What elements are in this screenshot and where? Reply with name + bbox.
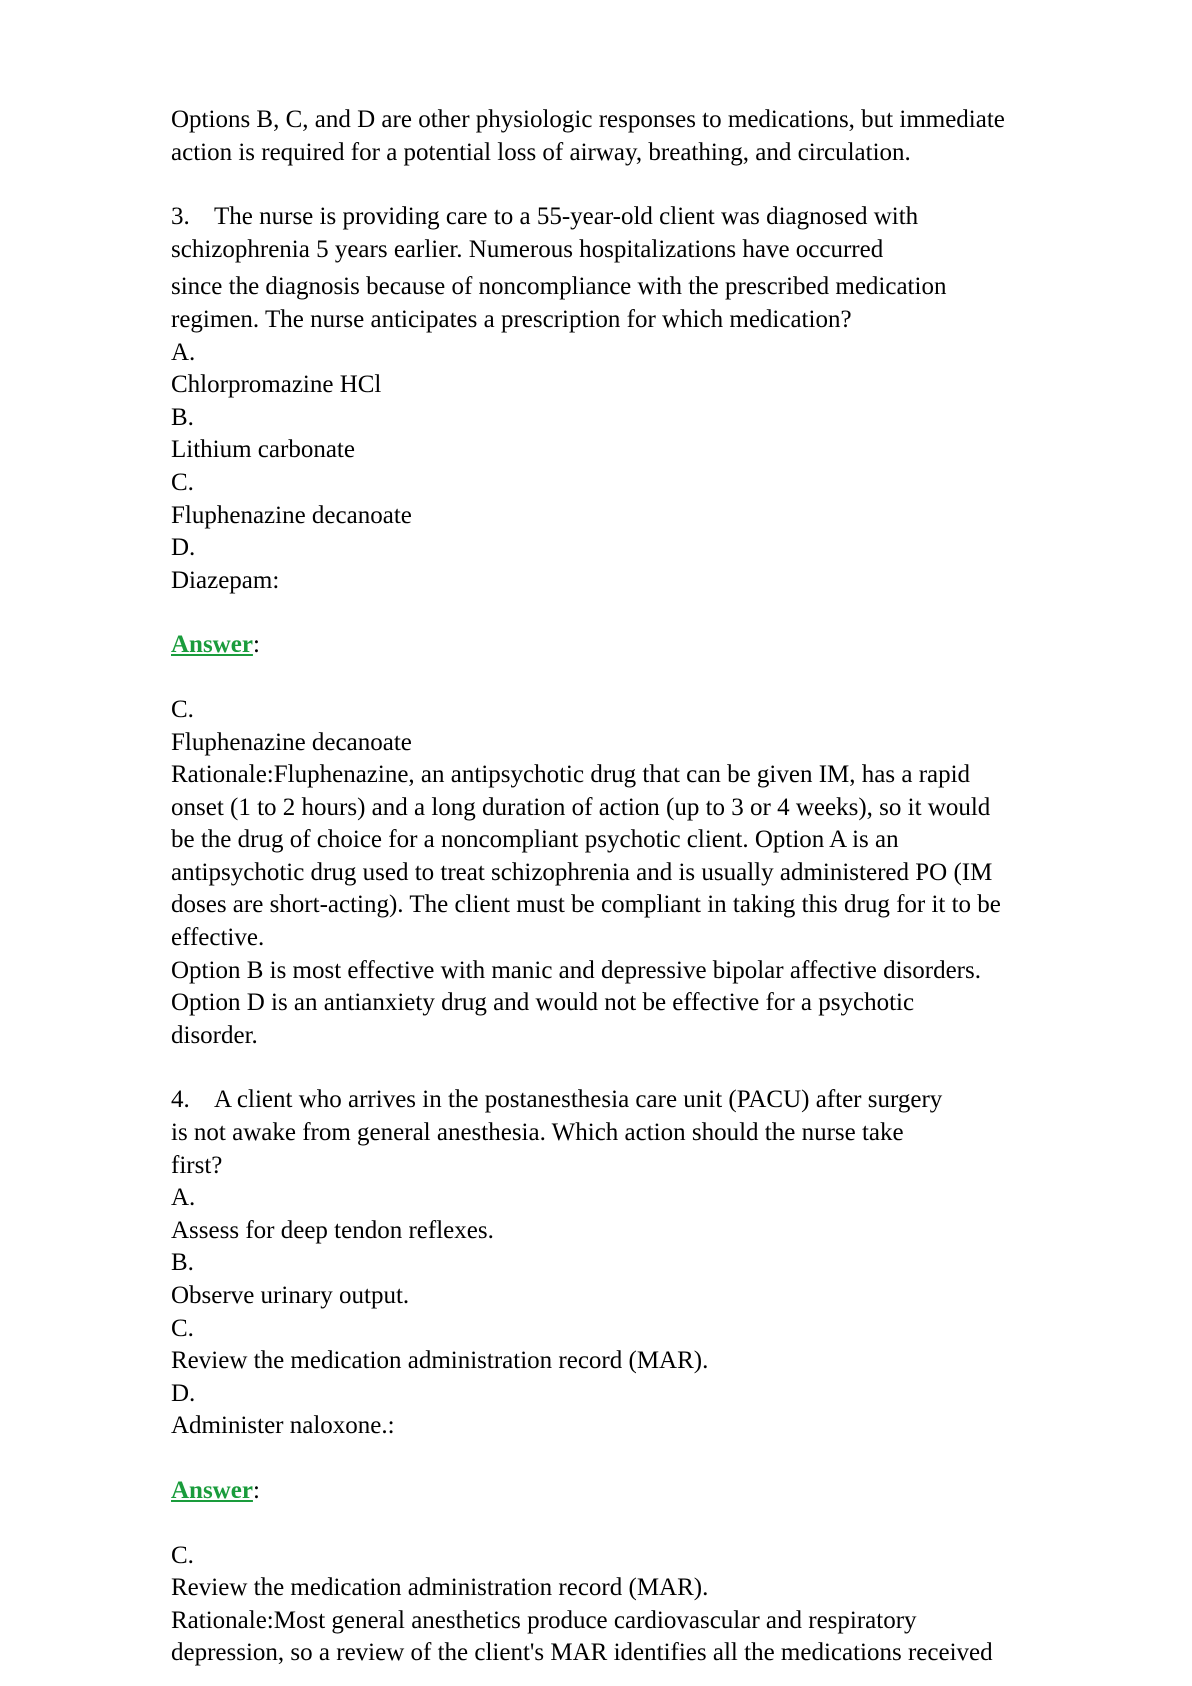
rationale-line: disorder. [171,1021,258,1049]
rationale-line: doses are short-acting). The client must be compliant in taking this drug for it to be [171,891,1001,919]
rationale-line: be the drug of choice for a noncompliant psychotic client. Option A is an [171,826,899,854]
answer-text: Fluphenazine decanoate [171,728,412,756]
intro-line: action is required for a potential loss of airway, breathing, and circulation. [171,138,911,166]
option-text: Lithium carbonate [171,436,355,464]
question-4-number: 4. [171,1086,190,1114]
answer-label: Answer [171,631,253,659]
option-text: Assess for deep tendon reflexes. [171,1216,494,1244]
option-letter: C. [171,1314,194,1342]
question-4-stem-line: is not awake from general anesthesia. Which action should the nurse take [171,1119,904,1147]
option-text: Fluphenazine decanoate [171,501,412,529]
question-4-stem-line-1: 4. A client who arrives in the postanesthesia care unit (PACU) after surgery [171,1084,1131,1117]
rationale-line: antipsychotic drug used to treat schizophrenia and is usually administered PO (IM [171,858,993,886]
rationale-line: Option D is an antianxiety drug and would not be effective for a psychotic [171,989,915,1017]
option-letter: A. [171,1184,196,1212]
question-3 [171,201,1131,1052]
option-letter: D. [171,534,196,562]
rationale-line: onset (1 to 2 hours) and a long duration of action (up to 3 or 4 weeks), so it would [171,793,991,821]
option-text: Chlorpromazine HCl [171,371,382,399]
answer-label: Answer [171,1476,253,1504]
question-3-stem-line: schizophrenia 5 years earlier. Numerous hospitalizations have occurred [171,235,884,263]
rationale [171,759,1131,1052]
rationale-line: Option B is most effective with manic and depressive bipolar affective disorders. [171,956,981,984]
rationale [171,1605,1131,1670]
answer-heading: Answer: [171,1476,260,1504]
rationale-line: effective. [171,924,265,952]
question-3-number: 3. [171,203,190,231]
rationale-line: depression, so a review of the client's MAR identifies all the medications received [171,1639,993,1667]
option-letter: D. [171,1379,196,1407]
rationale-line: Rationale:Most general anesthetics produce cardiovascular and respiratory [171,1606,917,1634]
question-4 [171,1084,1131,1670]
option-text: Administer naloxone.: [171,1412,395,1440]
option-text: Review the medication administration record (MAR). [171,1347,709,1375]
option-text: Diazepam: [171,566,280,594]
question-3-stem-line: regimen. The nurse anticipates a prescription for which medication? [171,305,852,333]
rationale-line: Rationale:Fluphenazine, an antipsychotic drug that can be given IM, has a rapid [171,761,971,789]
question-3-stem-line: since the diagnosis because of noncompliance with the prescribed medication [171,273,947,301]
option-letter: B. [171,1249,194,1277]
answer-heading: Answer: [171,631,260,659]
option-letter: C. [171,468,194,496]
answer-letter: C. [171,1541,194,1569]
option-letter: B. [171,403,194,431]
question-4-stem-line: first? [171,1151,223,1179]
answer-letter: C. [171,695,194,723]
document-page [171,104,1131,1670]
question-3-stem-line-1: 3. The nurse is providing care to a 55-year-old client was diagnosed with [171,201,1131,234]
intro-line: Options B, C, and D are other physiologic responses to medications, but immediate [171,106,1005,133]
intro-paragraph [171,104,1131,169]
option-text: Observe urinary output. [171,1282,410,1309]
option-letter: A. [171,338,196,366]
answer-text: Review the medication administration record (MAR). [171,1574,709,1602]
